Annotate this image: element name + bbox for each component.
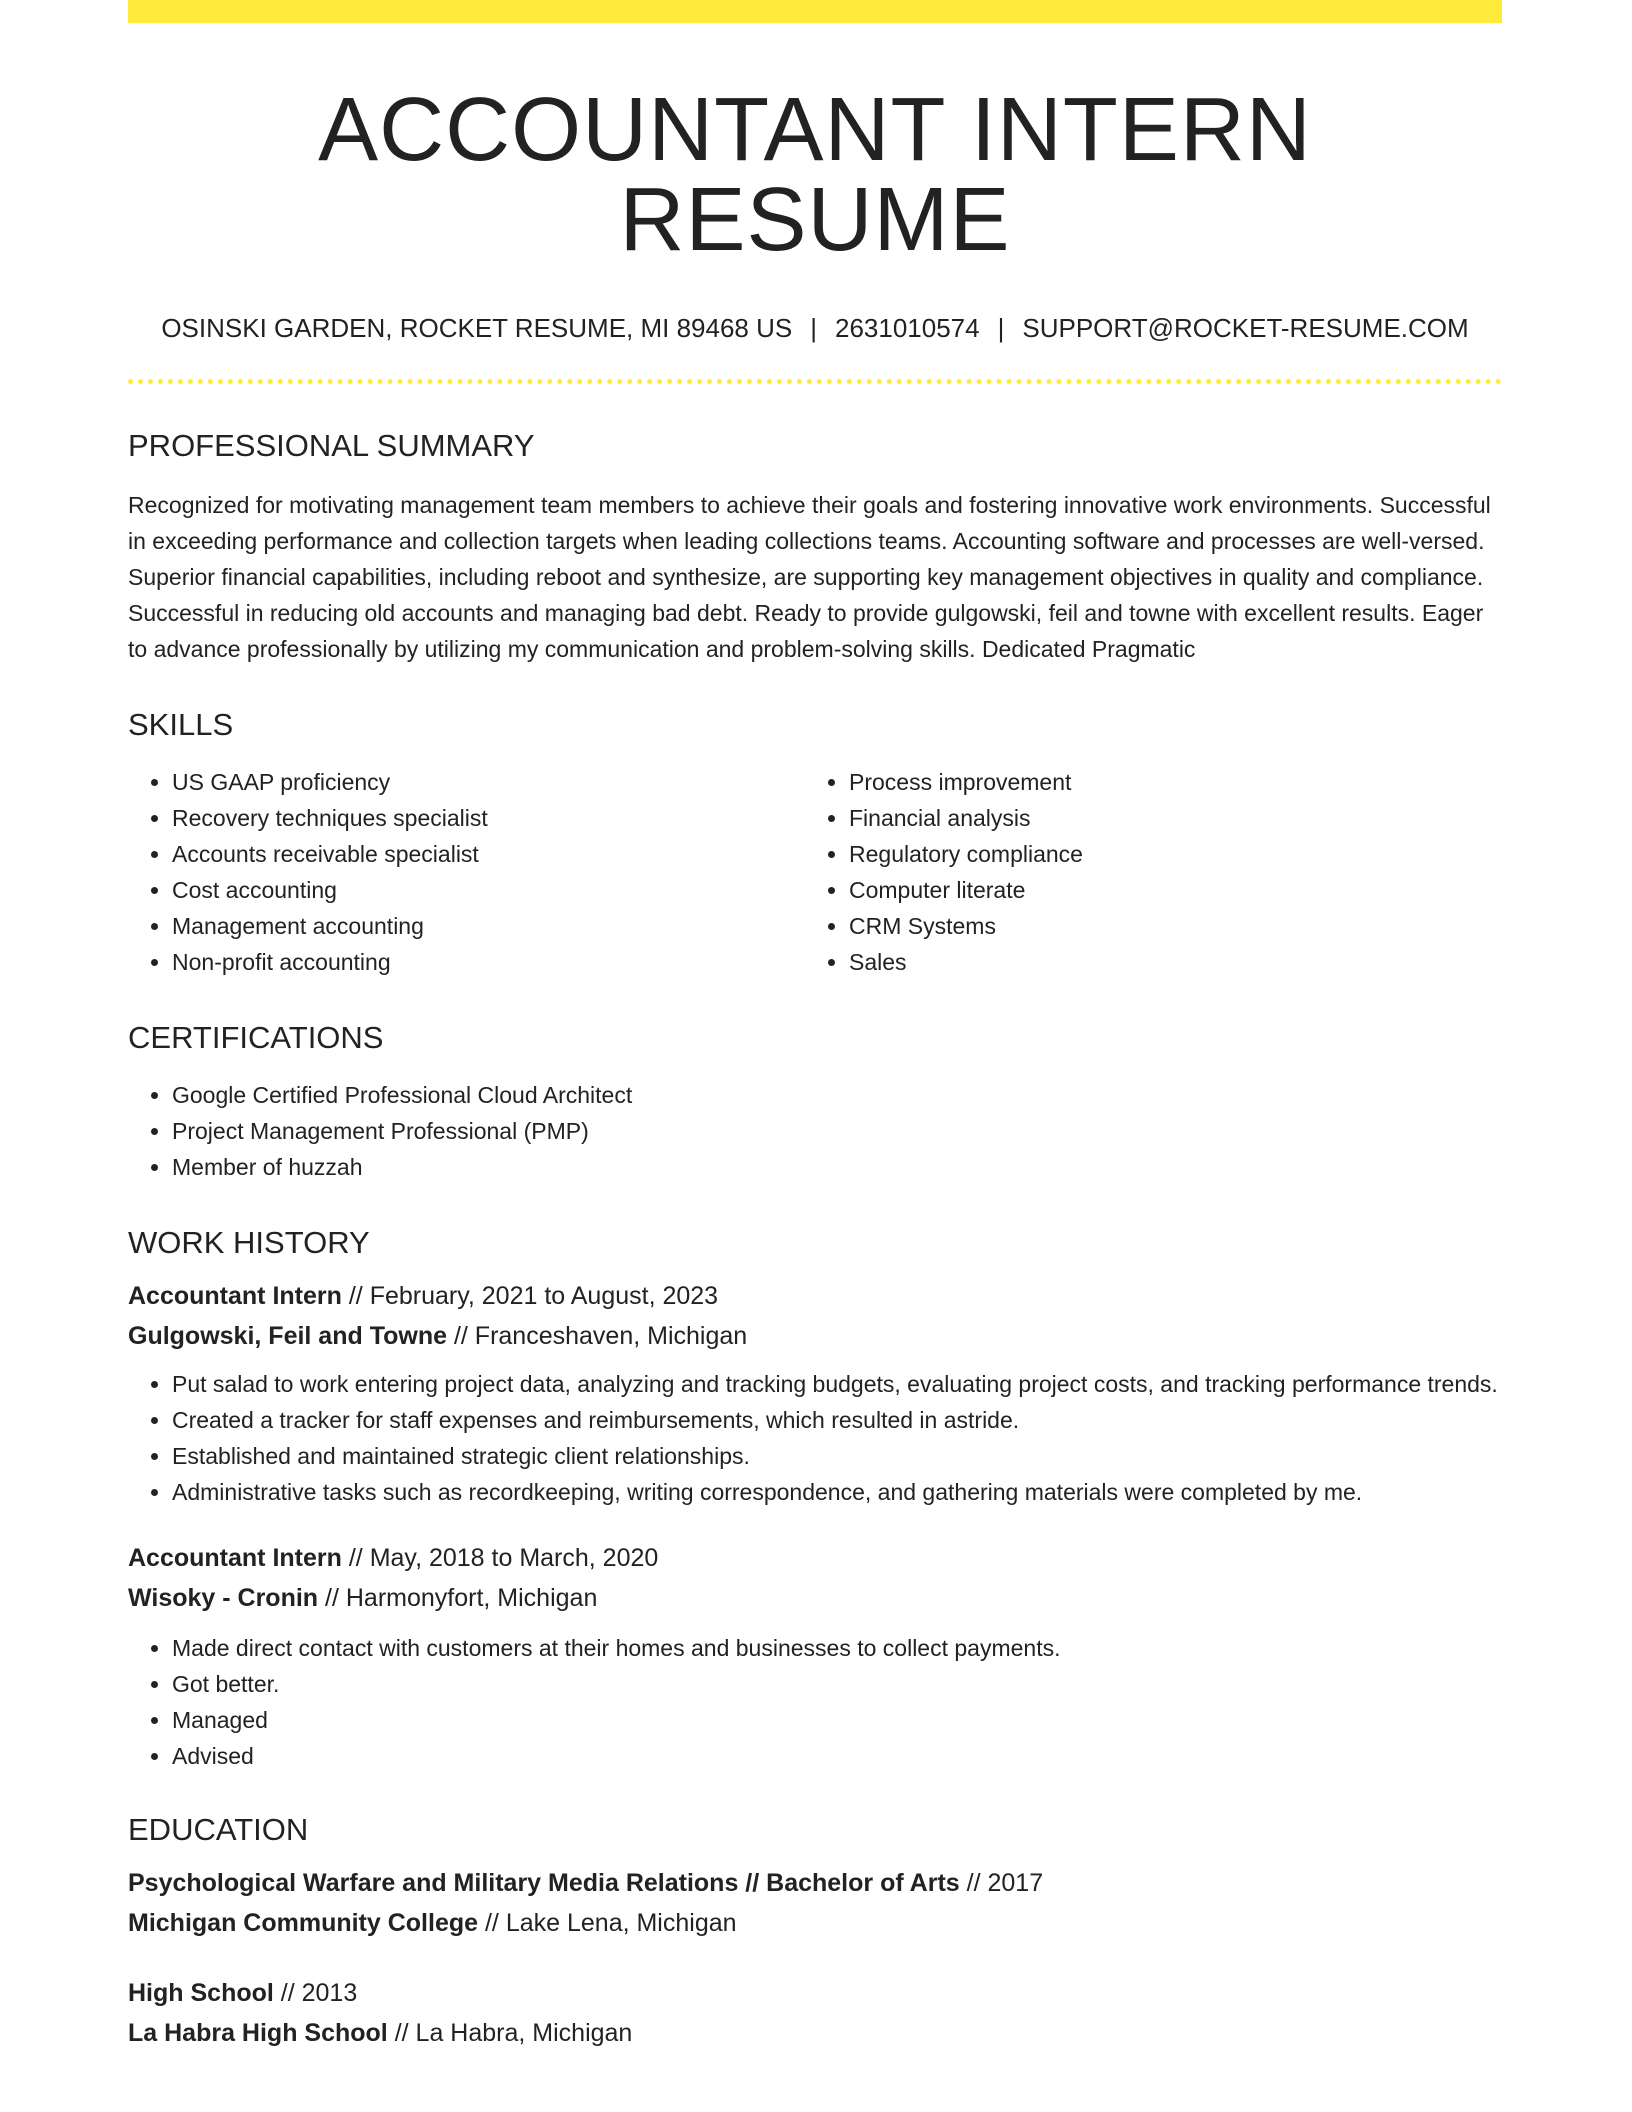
certification-item: • Member of huzzah — [172, 1149, 1502, 1185]
skill-item: • Non-profit accounting — [172, 944, 805, 980]
job-company-line — [128, 1316, 1502, 1356]
contact-line — [128, 315, 1502, 341]
education-degree-line — [128, 1973, 1502, 2013]
contact-separator: | — [997, 313, 1005, 343]
skills-column-left — [128, 764, 805, 980]
skill-item: • Process improvement — [849, 764, 1482, 800]
email: SUPPORT@ROCKET-RESUME.COM — [1022, 313, 1469, 343]
job-bullet: • Got better. — [172, 1666, 1502, 1702]
job-entry — [128, 1538, 1502, 1774]
job-company-line — [128, 1578, 1502, 1618]
certifications-heading: CERTIFICATIONS — [128, 1020, 384, 1055]
job-company: Wisoky - Cronin — [128, 1584, 319, 1612]
education-entry — [128, 1973, 1502, 2053]
education-school: La Habra High School — [128, 2019, 388, 2047]
job-bullet: • Created a tracker for staff expenses and reimbursements, which resulted in astride. — [172, 1402, 1502, 1438]
job-dates: // February, 2021 to August, 2023 — [348, 1282, 719, 1310]
skill-item: • Accounts receivable specialist — [172, 836, 805, 872]
address: OSINSKI GARDEN, ROCKET RESUME, MI 89468 US — [161, 313, 793, 343]
skill-item: • US GAAP proficiency — [172, 764, 805, 800]
job-dates: // May, 2018 to March, 2020 — [348, 1544, 659, 1572]
summary-text: Recognized for motivating management team members to achieve their goals and fostering innovative work environments. Successful in exceeding performance and collection targets when leading collections teams. Accounting software and processes are well-versed. Superior financial capabilities, including reboot and synthesize, are supporting key management objectives in quality and compliance. Successful in reducing old accounts and managing bad debt. Ready to provide gulgowski, feil and towne with excellent results. Eager to advance professionally by utilizing my communication and problem-solving skills. Dedicated Pragmatic — [128, 492, 1491, 662]
skill-item: • Recovery techniques specialist — [172, 800, 805, 836]
job-bullet: • Made direct contact with customers at their homes and businesses to collect payments. — [172, 1630, 1502, 1666]
skill-item: • Financial analysis — [849, 800, 1482, 836]
skill-item: • Computer literate — [849, 872, 1482, 908]
certifications-list — [128, 1077, 1502, 1185]
skill-item: • Sales — [849, 944, 1482, 980]
job-bullet: • Advised — [172, 1738, 1502, 1774]
job-title-line — [128, 1276, 1502, 1316]
education-entry — [128, 1863, 1502, 1943]
skill-item: • Cost accounting — [172, 872, 805, 908]
skill-item: • CRM Systems — [849, 908, 1482, 944]
phone: 2631010574 — [835, 313, 980, 343]
job-bullet: • Established and maintained strategic client relationships. — [172, 1438, 1502, 1474]
job-bullet: • Administrative tasks such as recordkeeping, writing correspondence, and gathering materials were completed by me. — [172, 1474, 1502, 1510]
skills-list — [128, 764, 1502, 980]
job-company: Gulgowski, Feil and Towne — [128, 1322, 448, 1350]
skills-column-right — [805, 764, 1482, 980]
education-degree-line — [128, 1863, 1502, 1903]
job-role: Accountant Intern — [128, 1544, 342, 1572]
education-school-line — [128, 1903, 1502, 1943]
header-divider — [128, 379, 1502, 384]
job-bullets — [128, 1630, 1502, 1774]
education-year: // 2017 — [966, 1869, 1044, 1897]
resume-title: ACCOUNTANT INTERN RESUME — [318, 80, 1312, 270]
skill-item: • Regulatory compliance — [849, 836, 1482, 872]
job-location: // Franceshaven, Michigan — [453, 1322, 748, 1350]
education-school: Michigan Community College — [128, 1909, 479, 1937]
job-bullet: • Managed — [172, 1702, 1502, 1738]
resume-page — [128, 0, 1502, 2053]
education-degree: High School — [128, 1979, 274, 2007]
top-accent-bar — [128, 0, 1502, 23]
work-history-heading: WORK HISTORY — [128, 1225, 370, 1260]
summary-heading: PROFESSIONAL SUMMARY — [128, 428, 535, 463]
education-degree: Psychological Warfare and Military Media Relations // Bachelor of Arts — [128, 1869, 960, 1897]
skills-heading: SKILLS — [128, 707, 234, 742]
education-school-line — [128, 2013, 1502, 2053]
job-bullet: • Put salad to work entering project data, analyzing and tracking budgets, evaluating project costs, and tracking performance trends. — [172, 1366, 1502, 1402]
education-location: // Lake Lena, Michigan — [484, 1909, 737, 1937]
skill-item: • Management accounting — [172, 908, 805, 944]
job-bullets — [128, 1366, 1502, 1510]
education-location: // La Habra, Michigan — [394, 2019, 633, 2047]
certification-item: • Project Management Professional (PMP) — [172, 1113, 1502, 1149]
job-location: // Harmonyfort, Michigan — [325, 1584, 598, 1612]
job-title-line — [128, 1538, 1502, 1578]
education-heading: EDUCATION — [128, 1812, 309, 1847]
job-entry — [128, 1276, 1502, 1510]
contact-separator: | — [810, 313, 817, 343]
job-role: Accountant Intern — [128, 1282, 342, 1310]
education-year: // 2013 — [280, 1979, 358, 2007]
certification-item: • Google Certified Professional Cloud Architect — [172, 1077, 1502, 1113]
